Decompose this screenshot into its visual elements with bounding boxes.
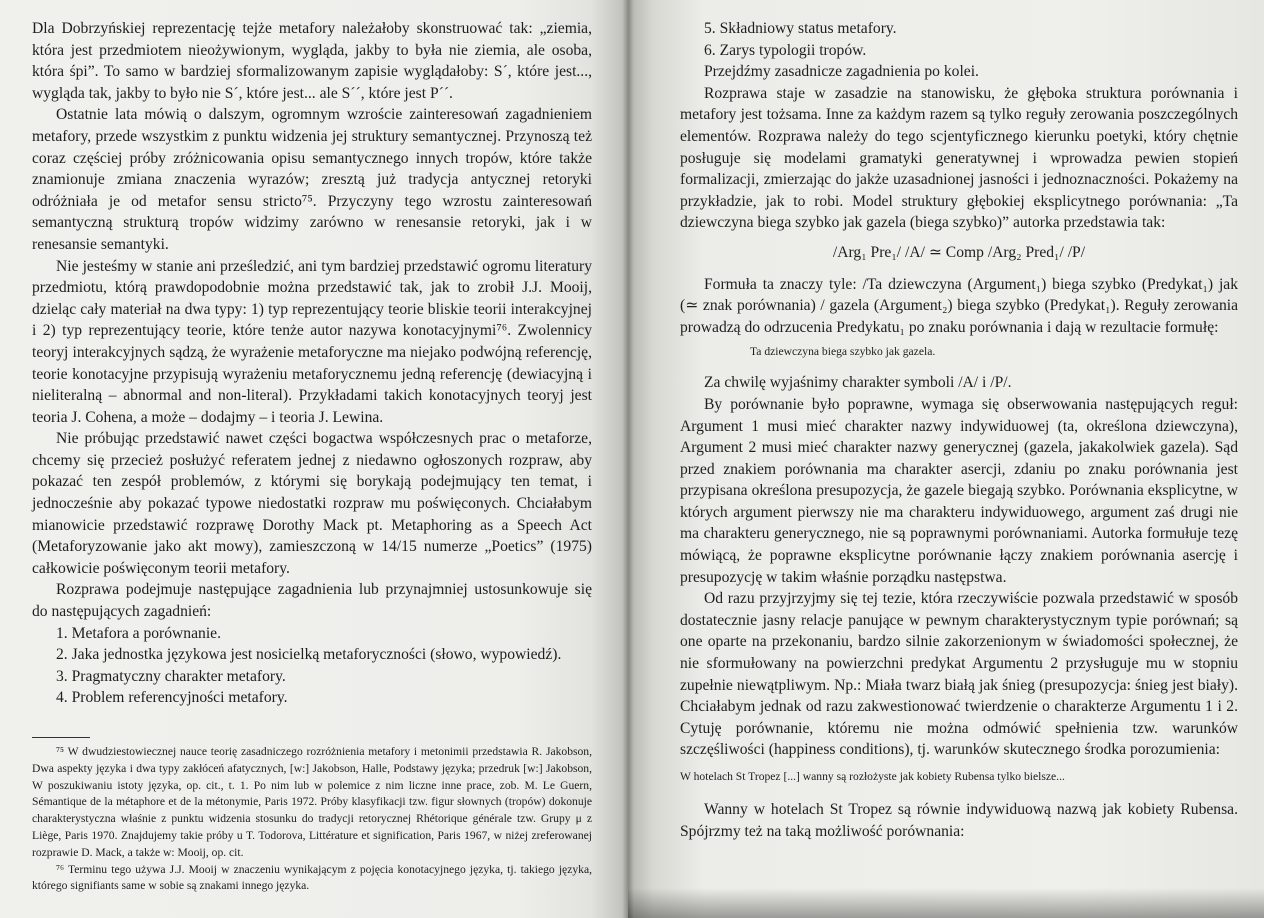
paragraph: Formuła ta znaczy tyle: /Ta dziewczyna (Argument₁) biega szybko (Predykat₁) jak (≃ znak porównania) / gazela (Argument₂) biega szybko (Predykat₁). Reguły zerowania prowadzą do odrzucenia Predykatu₁ po znaku porównania i dają w rezultacie formułę: [680,275,1238,336]
paragraph: Rozprawa staje w zasadzie na stanowisku, że głęboka struktura porównania i metafory jest tożsama. Inne za każdym razem są tylko reguły zerowania poszczególnych elementów. Rozprawa należy do tego scjentyficznego kierunku poetyki, który chętnie posługuje się modelami gramatyki generatywnej i wprowadza pewien stopień formalizacji, zmierzając do jakże uzasadnionej jasności i jednoznaczności. Pokażemy na przykładzie, jak to robi. Model struktury głębokiej eksplicytnego porównania: „Ta dziewczyna biega szybko jak gazela (biega szybko)” autorka przedstawia tak: [680,84,1238,232]
paragraph: Ostatnie lata mówią o dalszym, ogromnym wzroście zainteresowań zagadnieniem metafory, przede wszystkim z punktu widzenia jej struktury semantycznej. Przynoszą też coraz częściej próby zróżnicowania opisu semantycznego innych tropów, które także znamionuje zmiana znaczenia wyrazów; zresztą już tradycja antycznej retoryki odróżniała je od metafor sensu stricto⁷⁵. Przyczyny tego wzrostu zainteresowań semantyczną strukturą tropów widzimy zarówno w renesansie retoryki, jak i w renesansie semantyki. [32,106,592,253]
list-item: 2. Jaka jednostka językowa jest nosicielką metaforyczności (słowo, wypowiedź). [56,646,562,664]
right-page [628,0,1264,918]
example-sentence: Ta dziewczyna biega szybko jak gazela. [750,345,936,359]
list-item: 6. Zarys typologii tropów. [704,41,867,59]
paragraph: Nie jesteśmy w stanie ani prześledzić, ani tym bardziej przedstawić ogromu literatury przedmiotu, którą prawdopodobnie można przedstawić tak, jak to zrobił J.J. Mooij, dzieląc cały materiał na dwa typy: 1) typ reprezentujący teorie bliskie teorii interakcyjnej i 2) typ reprezentujący teorie, które tenże autor nazywa konotacyjnymi⁷⁶. Zwolennicy teoryj interakcyjnych sądzą, że wyrażenie metaforyczne ma niejako podwójną referencję, teorie konotacyjne przypisują wyrażeniu metaforycznemu jedną referencję (dewiacyjną i nieliteralną – abnormal and non-literal). Przykładami takich konotacyjnych teoryj jest teoria J. Cohena, a może – dodajmy – i teoria J. Lewina. [32,257,592,426]
list-item: 5. Składniowy status metafory. [704,20,897,37]
list-item: 1. Metafora a porównanie. [56,624,221,642]
example-sentence: W hotelach St Tropez [...] wanny są rozłożyste jak kobiety Rubensa tylko bielsze... [680,770,1065,783]
formula: /Arg₁ Pre₁/ /A/ ≃ Comp /Arg₂ Pred₁/ /P/ [832,243,1086,261]
paragraph: Za chwilę wyjaśnimy charakter symboli /A/ i /P/. [704,374,1012,392]
paragraph: Nie próbując przedstawić nawet części bogactwa współczesnych prac o metaforze, chcemy się przecież posłużyć referatem jednej z niedawno ogłoszonych rozpraw, aby pokazać ten zespół problemów, z którymi się borykają podejmujący ten temat, i jednocześnie aby pokazać typowe niedostatki rozpraw mu poświęconych. Chciałabym mianowicie przedstawić rozprawę Dorothy Mack pt. Metaphoring as a Speech Act (Metaforyzowanie jako akt mowy), zamieszczoną w 14/15 numerze „Poetics” (1975) całkowicie poświęconym teorii metafory. [32,430,592,577]
footnote: ⁷⁶ Terminu tego używa J.J. Mooij w znaczeniu wynikającym z pojęcia konotacyjnego języka, tj. takiego języka, którego signifiants same w sobie są znakami innego języka. [32,862,592,893]
paragraph: Wanny w hotelach St Tropez są równie indywiduową nazwą jak kobiety Rubensa. Spójrzmy też na taką możliwość porównania: [680,801,1238,840]
paragraph: Przejdźmy zasadnicze zagadnienia po kolei. [704,63,979,81]
paragraph: Dla Dobrzyńskiej reprezentację tejże metafory należałoby skonstruować tak: „ziemia, która jest przedmiotem nieożywionym, wygląda, jakby to była nie ziemia, ale osoba, która śpi”. To samo w bardziej sformalizowanym zapisie wyglądałoby: S´, które jest..., wygląda tak, jakby to było nie S´, które jest... ale S´´, które jest P´´. [32,20,592,102]
paragraph: By porównanie było poprawne, wymaga się obserwowania następujących reguł: Argument 1 musi mieć charakter nazwy indywiduowej (ta, określona dziewczyna), Argument 2 musi mieć charakter nazwy generycznej (gazela, jakakolwiek gazela). Sąd przed znakiem porównania ma charakter asercji, zdaniu po znaku porównania jest przypisana określona presupozycja, że gazele biegają szybko. Porównania eksplicytne, w których argument pierwszy nie ma charakteru indywiduowego, argument zaś drugi nie ma charakteru generycznego, nie są poprawnymi porównaniami. Autorka formułuje tezę mówiącą, że poprawne eksplicytne porównanie łączy znakiem porównania asercję i presupozycję w takim właśnie porządku następstwa. [680,395,1238,586]
page-edge-shadow [628,888,1264,918]
footnote: ⁷⁵ W dwudziestowiecznej nauce teorię zasadniczego rozróżnienia metafory i metonimii przedstawia R. Jakobson, Dwa aspekty języka i dwa typy zakłóceń afatycznych, [w:] Jakobson, Halle, Podstawy języka; przedruk [w:] Jakobson, W poszukiwaniu istoty języka, op. cit., t. 1. Po nim lub w polemice z nim liczne inne prace, zob. M. Le Guern, Sémantique de la métaphore et de la métonymie, Paris 1972. Próby klasyfikacji tzw. figur słownych (tropów) dokonuje charakterystyczna właśnie z punktu widzenia stosunku do tradycji retorycznej Rhétorique générale tzw. Grupy μ z Liège, Paris 1970. Znajdujemy takie próby u T. Todorova, Littérature et signification, Paris 1967, w niżej zreferowanej rozprawie D. Mack, a także w: Mooij, op. cit. [32,745,592,859]
left-page [0,0,628,918]
book-gutter [622,0,634,918]
list-item: 4. Problem referencyjności metafory. [56,689,288,707]
footnote-divider [32,737,90,738]
paragraph: Rozprawa podejmuje następujące zagadnienia lub przynajmniej ustosunkowuje się do następujących zagadnień: [32,581,592,621]
paragraph: Od razu przyjrzyjmy się tej tezie, która rzeczywiście pozwala przedstawić w sposób dostatecznie jasny relacje panujące w pewnym charakterystycznym typie porównań; są one oparte na przekonaniu, bardzo silnie zakorzenionym w świadomości społecznej, że nie sformułowany na powierzchni predykat Argumentu 2 przysługuje mu w stopniu zupełnie niewątpliwym. Np.: Miała twarz białą jak śnieg (presupozycja: śnieg jest biały). Chciałabym jednak od razu zakwestionować twierdzenie o charakterze Argumentu 1 i 2. Cytuję porównanie, któremu nie można odmówić spełnienia tzw. warunków szczęśliwości (happiness conditions), tj. warunków skutecznego środka porozumienia: [680,590,1238,759]
list-item: 3. Pragmatyczny charakter metafory. [56,667,286,685]
